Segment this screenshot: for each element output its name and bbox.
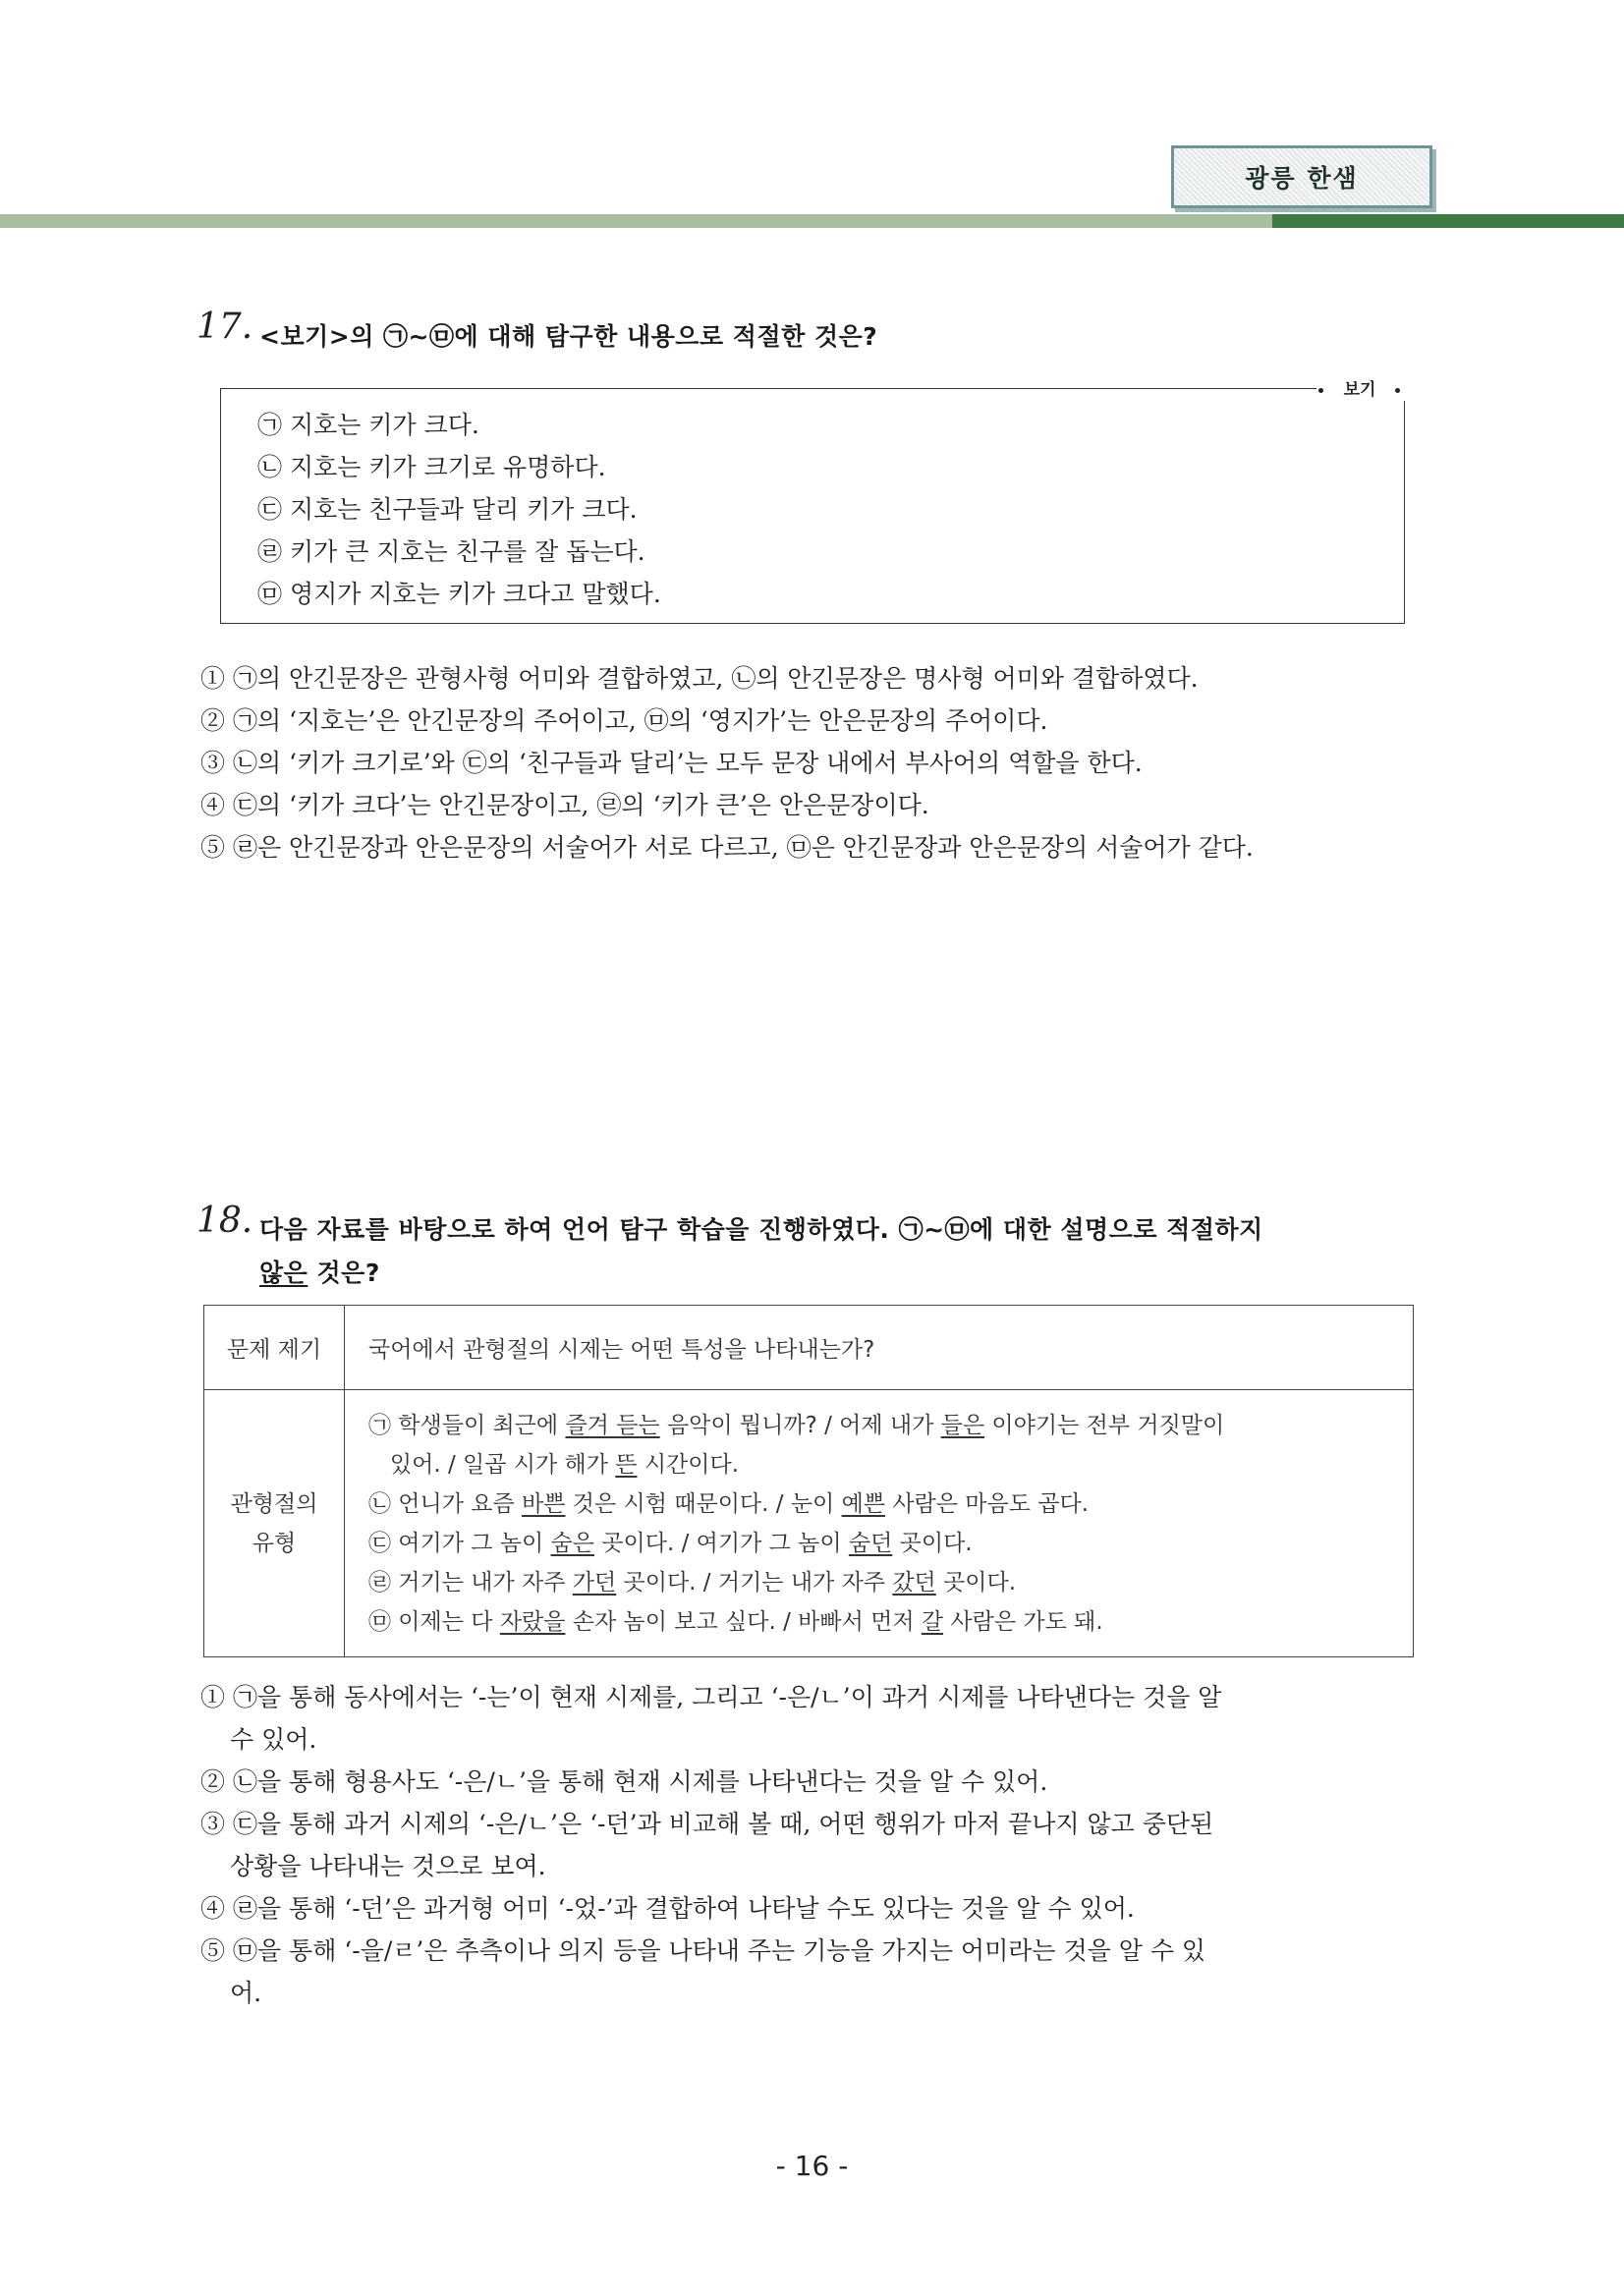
header-badge: 광릉 한샘 [1171, 145, 1432, 208]
q18-number: 18. [196, 1201, 253, 1241]
q17-choice-4: ④ ㉢의 ‘키가 크다’는 안긴문장이고, ㉣의 ‘키가 큰’은 안은문장이다. [200, 791, 929, 819]
page-number: - 16 - [775, 2150, 849, 2182]
underlined-phrase: 숨은 [550, 1530, 594, 1556]
q17-example-1: ㉠ 지호는 키가 크다. [257, 411, 479, 439]
q18-prompt-line1: 다음 자료를 바탕으로 하여 언어 탐구 학습을 진행하였다. ㉠~㉤에 대한 설명으로 적절하지 [259, 1215, 1263, 1244]
line-text: ㉡ 언니가 요즘 [368, 1490, 523, 1517]
q18-choice-3: ③ ㉢을 통해 과거 시제의 ‘-은/ㄴ’은 ‘-던’과 비교해 볼 때, 어떤 행위가 마저 끝나지 않고 중단된 [200, 1810, 1214, 1838]
q18-choice-5-cont: 어. [230, 1979, 262, 2007]
line-text: 음악이 뭡니까? / 어제 내가 [659, 1412, 941, 1438]
underlined-phrase: 예쁜 [841, 1490, 886, 1517]
line-text: ㉢ 여기가 그 놈이 [368, 1530, 551, 1556]
q17-choice-5: ⑤ ㉣은 안긴문장과 안은문장의 서술어가 서로 다르고, ㉤은 안긴문장과 안은문장의 서술어가 같다. [200, 833, 1254, 862]
q18-prompt-line2 [259, 1254, 380, 1289]
underlined-phrase: 가던 [572, 1569, 617, 1596]
q18-choice-1: ① ㉠을 통해 동사에서는 ‘-는’이 현재 시제를, 그리고 ‘-은/ㄴ’이 과거 시제를 나타낸다는 것을 알 [200, 1683, 1222, 1711]
underlined-phrase: 들은 [940, 1412, 985, 1438]
types-lines [368, 1406, 1413, 1642]
line-text: 이야기는 전부 거짓말이 [984, 1412, 1225, 1438]
table-body-types [345, 1390, 1414, 1657]
q18-choice-4: ④ ㉣을 통해 ‘-던’은 과거형 어미 ‘-었-’과 결합하여 나타날 수도 있다는 것을 알 수 있어. [200, 1894, 1135, 1923]
underlined-phrase: 뜬 [615, 1451, 638, 1478]
q18-choice-1-cont: 수 있어. [230, 1725, 317, 1754]
q18-choice-5: ⑤ ㉤을 통해 ‘-을/ㄹ’은 추측이나 의지 등을 나타내 주는 기능을 가지는 어미라는 것을 알 수 있 [200, 1936, 1206, 1965]
q17-choice-3: ③ ㉡의 ‘키가 크기로’와 ㉢의 ‘친구들과 달리’는 모두 문장 내에서 부사어의 역할을 한다. [200, 749, 1143, 777]
line-text: 것은 시험 때문이다. / 눈이 [565, 1490, 842, 1517]
table-head-problem: 문제 제기 [204, 1306, 345, 1390]
table-row [204, 1390, 1414, 1657]
line-text: 곳이다. [892, 1530, 973, 1556]
line-text: 곳이다. [935, 1569, 1017, 1596]
line-text: 있어. / 일곱 시가 해가 [368, 1451, 616, 1478]
types-line [368, 1406, 1413, 1445]
line-text: 사람은 가도 돼. [943, 1608, 1103, 1635]
q17-choice-2: ② ㉠의 ‘지호는’은 안긴문장의 주어이고, ㉤의 ‘영지가’는 안은문장의 주어이다. [200, 706, 1048, 735]
q17-example-3: ㉢ 지호는 친구들과 달리 키가 크다. [257, 495, 638, 524]
q17-prompt: <보기>의 ㉠~㉤에 대해 탐구한 내용으로 적절한 것은? [259, 322, 878, 351]
types-line [368, 1602, 1413, 1642]
table-head-types-line1: 관형절의 [230, 1490, 318, 1517]
underlined-phrase: 갔던 [892, 1569, 936, 1596]
types-line [368, 1445, 1413, 1484]
underlined-phrase: 숨던 [848, 1530, 893, 1556]
q18-prompt-emphasis: 않은 [259, 1259, 308, 1287]
q18-data-table [203, 1305, 1414, 1657]
q17-example-tag [1316, 379, 1407, 401]
line-text: ㉣ 거기는 내가 자주 [368, 1569, 573, 1596]
underlined-phrase: 자랐을 [499, 1608, 566, 1635]
line-text: ㉤ 이제는 다 [368, 1608, 500, 1635]
line-text: 시간이다. [637, 1451, 740, 1478]
table-body-problem: 국어에서 관형절의 시제는 어떤 특성을 나타내는가? [345, 1306, 1414, 1390]
q17-example-4: ㉣ 키가 큰 지호는 친구를 잘 돕는다. [257, 537, 645, 566]
q17-example-2: ㉡ 지호는 키가 크기로 유명하다. [257, 453, 606, 481]
table-head-types-line2: 유형 [252, 1530, 297, 1556]
line-text: 곳이다. / 여기가 그 놈이 [594, 1530, 849, 1556]
header-divider-dark [1272, 214, 1624, 228]
header-divider-light [0, 214, 1272, 228]
q17-example-label: 보기 [1343, 380, 1376, 400]
line-text: 손자 놈이 보고 싶다. / 바빠서 먼저 [565, 1608, 922, 1635]
q18-prompt-tail: 것은? [308, 1259, 380, 1287]
types-line [368, 1484, 1413, 1524]
line-text: 곳이다. / 거기는 내가 자주 [616, 1569, 893, 1596]
table-head-types [204, 1390, 345, 1657]
types-line [368, 1563, 1413, 1602]
underlined-phrase: 즐겨 듣는 [565, 1412, 660, 1438]
table-row [204, 1306, 1414, 1390]
underlined-phrase: 갈 [921, 1608, 944, 1635]
underlined-phrase: 바쁜 [522, 1490, 566, 1517]
q17-number: 17. [196, 307, 253, 347]
q18-choice-3-cont: 상황을 나타내는 것으로 보여. [230, 1852, 546, 1880]
line-text: 사람은 마음도 곱다. [885, 1490, 1090, 1517]
q17-example-5: ㉤ 영지가 지호는 키가 크다고 말했다. [257, 580, 661, 608]
types-line [368, 1524, 1413, 1563]
line-text: ㉠ 학생들이 최근에 [368, 1412, 566, 1438]
q18-choice-2: ② ㉡을 통해 형용사도 ‘-은/ㄴ’을 통해 현재 시제를 나타낸다는 것을 알 수 있어. [200, 1767, 1048, 1796]
q17-choice-1: ① ㉠의 안긴문장은 관형사형 어미와 결합하였고, ㉡의 안긴문장은 명사형 어미와 결합하였다. [200, 664, 1199, 693]
